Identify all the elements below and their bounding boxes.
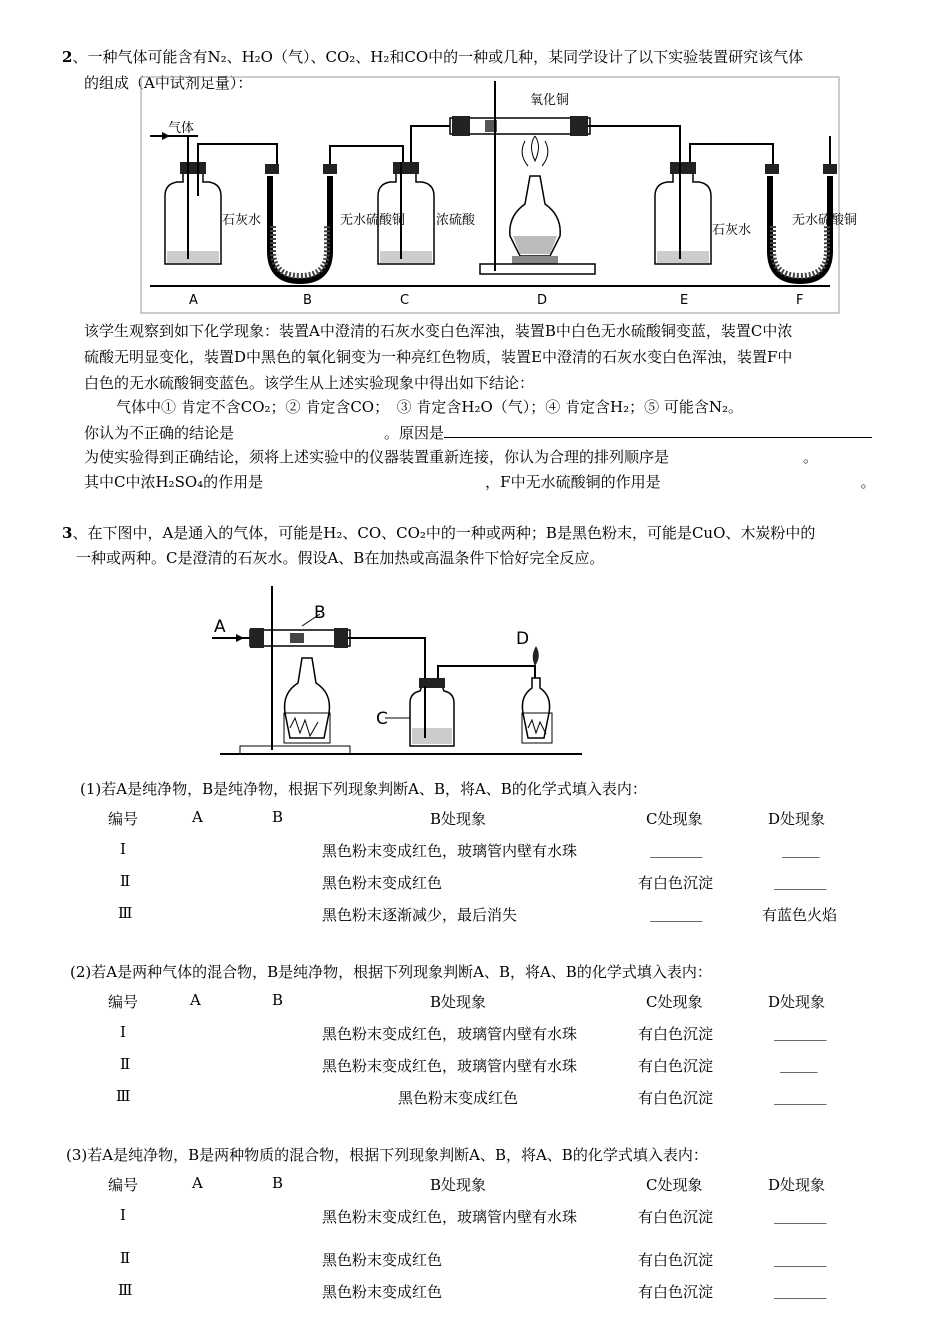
q3-apparatus-figure xyxy=(210,578,590,758)
q3-intro-line1 xyxy=(62,522,815,543)
q3-part1-title: (1)若A是纯净物，B是纯净物，根据下列现象判断A、B，将A、B的化学式填入表内： xyxy=(80,780,647,798)
q2-label-limewater-a: 石灰水 xyxy=(222,213,262,228)
q2-label-B: B xyxy=(303,293,312,308)
q3-part1-header-bphen: B处现象 xyxy=(430,810,487,828)
table-row-c: 有白色沉淀 xyxy=(638,1025,714,1043)
q2-label-cuo: 氧化铜 xyxy=(530,93,570,108)
table-row-b: 黑色粉末变成红色，玻璃管内壁有水珠 xyxy=(322,1057,578,1075)
q3-part2-header-cphen: C处现象 xyxy=(646,993,703,1011)
table-row-id: Ⅰ xyxy=(120,1023,126,1041)
q2-label-limewater-e: 石灰水 xyxy=(712,223,752,238)
q2-number: 2 xyxy=(62,48,73,66)
q2-observation-line1: 该学生观察到如下化学现象：装置A中澄清的石灰水变白色浑浊，装置B中白色无水硫酸铜变蓝，装置C中浓 xyxy=(84,322,793,340)
q3-intro-text: 、在下图中，A是通入的气体，可能是H₂、CO、CO₂中的一种或两种；B是黑色粉末，可能是CuO、木炭粉中的 xyxy=(72,524,816,542)
q3-intro-line2: 一种或两种。C是澄清的石灰水。假设A、B在加热或高温条件下恰好完全反应。 xyxy=(76,549,605,567)
table-row-c[interactable]: _______ xyxy=(650,840,703,858)
q3-part2-header-dphen: D处现象 xyxy=(768,993,826,1011)
table-row-d[interactable]: _______ xyxy=(774,1206,827,1224)
table-row-b: 黑色粉末变成红色，玻璃管内壁有水珠 xyxy=(322,842,578,860)
table-row-id: Ⅱ xyxy=(120,1055,131,1073)
table-row-d[interactable]: _______ xyxy=(774,1249,827,1267)
table-row-d[interactable]: _______ xyxy=(774,1087,827,1105)
q3-part1-header-id: 编号 xyxy=(108,810,139,828)
table-row-d: 有蓝色火焰 xyxy=(762,906,838,924)
q3-part3-header-cphen: C处现象 xyxy=(646,1176,703,1194)
table-row-c: 有白色沉淀 xyxy=(638,874,714,892)
q2-apparatus-figure xyxy=(140,76,858,314)
q3-number: 3 xyxy=(62,524,73,542)
table-row-d[interactable]: _______ xyxy=(774,872,827,890)
table-row-d[interactable]: _______ xyxy=(774,1281,827,1299)
table-row-b: 黑色粉末变成红色 xyxy=(322,1283,443,1301)
q3-part3-header-b: B xyxy=(272,1174,284,1192)
q2-label-C: C xyxy=(400,293,410,308)
q2-question-roles xyxy=(84,471,876,492)
q2-conclusions: 气体中① 肯定不含CO₂；② 肯定含CO； ③ 肯定含H₂O（气）；④ 肯定含H₂；⑤ 可能含N₂。 xyxy=(116,398,744,416)
table-row-d[interactable]: _______ xyxy=(774,1023,827,1041)
table-row-id: Ⅱ xyxy=(120,872,131,890)
q3-part3-header-bphen: B处现象 xyxy=(430,1176,487,1194)
q2-question-order xyxy=(84,446,818,467)
q3-label-B: B xyxy=(314,603,326,623)
q2-label-h2so4-c: 浓硫酸 xyxy=(436,213,476,228)
q2-observation-line2: 硫酸无明显变化，装置D中黑色的氧化铜变为一种亮红色物质，装置E中澄清的石灰水变白色浑浊，装置F中 xyxy=(84,348,793,366)
q2-label-F: F xyxy=(796,293,804,308)
table-row-id: Ⅰ xyxy=(120,1206,126,1224)
q2-question-wrong xyxy=(84,422,872,443)
q3-label-D: D xyxy=(516,629,530,649)
q3-label-A: A xyxy=(214,617,226,637)
table-row-c: 有白色沉淀 xyxy=(638,1251,714,1269)
table-row-b: 黑色粉末变成红色 xyxy=(322,1251,443,1269)
q3-part1-header-dphen: D处现象 xyxy=(768,810,826,828)
q2-question-reason-text: 。原因是 xyxy=(384,424,445,442)
q2-order-end: 。 xyxy=(803,448,819,466)
table-row-c: 有白色沉淀 xyxy=(638,1208,714,1226)
table-row-id: Ⅲ xyxy=(118,1281,133,1299)
q3-label-C: C xyxy=(376,709,388,729)
q2-question-wrong-text: 你认为不正确的结论是 xyxy=(84,424,235,442)
q2-intro-line1 xyxy=(62,46,803,67)
q2-label-cuso4-f: 无水硫酸铜 xyxy=(792,213,858,228)
q2-reason-blank[interactable] xyxy=(444,423,872,438)
q3-part3-header-id: 编号 xyxy=(108,1176,139,1194)
q2-role-c-text: 其中C中浓H₂SO₄的作用是 xyxy=(84,473,264,491)
q2-role-end: 。 xyxy=(860,473,876,491)
table-row-id: Ⅲ xyxy=(116,1087,131,1105)
q2-intro-line2: 的组成（A中试剂足量）： xyxy=(84,74,253,92)
q3-part3-title: (3)若A是纯净物，B是两种物质的混合物，根据下列现象判断A、B，将A、B的化学式填入表内： xyxy=(66,1146,708,1164)
q2-intro-text: 、一种气体可能含有N₂、H₂O（气）、CO₂、H₂和CO中的一种或几种，某同学设计了以下实验装置研究该气体 xyxy=(72,48,804,66)
table-row-b: 黑色粉末变成红色 xyxy=(322,874,443,892)
q3-part1-header-b: B xyxy=(272,808,284,826)
q2-label-A: A xyxy=(189,293,198,308)
q2-question-order-text: 为使实验得到正确结论，须将上述实验中的仪器装置重新连接，你认为合理的排列顺序是 xyxy=(84,448,670,466)
table-row-c[interactable]: _______ xyxy=(650,904,703,922)
table-row-d[interactable]: _____ xyxy=(780,1055,818,1073)
table-row-b: 黑色粉末逐渐减少，最后消失 xyxy=(322,906,518,924)
table-row-c: 有白色沉淀 xyxy=(638,1057,714,1075)
q2-observation-line3: 白色的无水硫酸铜变蓝色。该学生从上述实验现象中得出如下结论： xyxy=(84,374,535,392)
q3-part2-header-bphen: B处现象 xyxy=(430,993,487,1011)
table-row-id: Ⅱ xyxy=(120,1249,131,1267)
q3-part2-header-id: 编号 xyxy=(108,993,139,1011)
q3-part3-header-dphen: D处现象 xyxy=(768,1176,826,1194)
q3-part3-header-a: A xyxy=(192,1174,203,1192)
table-row-b: 黑色粉末变成红色，玻璃管内壁有水珠 xyxy=(322,1025,578,1043)
table-row-c: 有白色沉淀 xyxy=(638,1283,714,1301)
table-row-id: Ⅰ xyxy=(120,840,126,858)
q2-label-E: E xyxy=(680,293,689,308)
table-row-d[interactable]: _____ xyxy=(782,840,820,858)
q2-label-D: D xyxy=(537,293,548,308)
q2-label-gas: 气体 xyxy=(168,121,195,136)
table-row-b: 黑色粉末变成红色 xyxy=(398,1089,519,1107)
q3-part2-header-a: A xyxy=(190,991,201,1009)
q2-role-f-text: ，F中无水硫酸铜的作用是 xyxy=(485,473,661,491)
table-row-b: 黑色粉末变成红色，玻璃管内壁有水珠 xyxy=(322,1208,578,1226)
q2-label-cuso4-b: 无水硫酸铜 xyxy=(340,213,406,228)
q3-part2-header-b: B xyxy=(272,991,284,1009)
table-row-c: 有白色沉淀 xyxy=(638,1089,714,1107)
q3-part1-header-a: A xyxy=(192,808,203,826)
q3-part1-header-cphen: C处现象 xyxy=(646,810,703,828)
table-row-id: Ⅲ xyxy=(118,904,133,922)
q3-part2-title: (2)若A是两种气体的混合物，B是纯净物，根据下列现象判断A、B，将A、B的化学式填入表内： xyxy=(70,963,712,981)
